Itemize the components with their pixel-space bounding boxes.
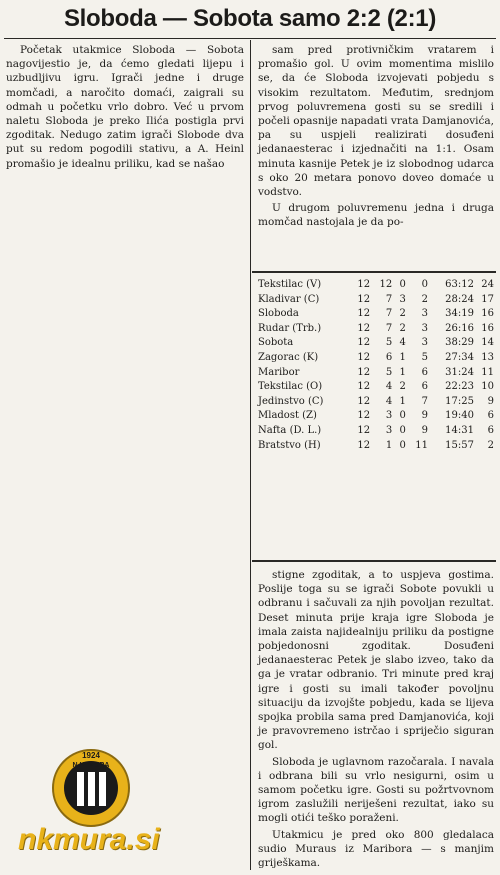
draws: 0 [399,424,406,436]
team-name: Sloboda [258,308,299,320]
losses: 3 [421,322,428,334]
wins: 6 [385,351,393,363]
games-played: 12 [357,424,371,436]
team-name: Zagorac (K) [258,351,319,363]
wins: 7 [385,293,393,305]
losses: 3 [421,308,428,320]
goal-ratio: 22:23 [445,381,474,393]
team-name: Nafta (D. L.) [258,424,322,436]
points: 10 [481,381,494,393]
draws: 0 [399,439,406,451]
games-played: 12 [357,395,371,407]
losses: 3 [421,337,428,349]
draws: 3 [399,293,406,305]
article-paragraph: Sloboda je uglavnom razočarala. I navala i odbrana bili su vrlo nesigurni, osim u samom početku igre. Gosti su požrtvovnom igrom zaslužili neriješeni rezultat, iako su mogli otići teško poraženi. [258,755,494,825]
goal-ratio: 38:29 [445,337,474,349]
logo-ring-text: N.K. MURA [72,762,110,769]
points: 17 [481,293,494,305]
goal-ratio: 15:57 [445,439,474,451]
draws: 4 [399,337,406,349]
losses: 9 [421,410,428,422]
losses: 6 [421,366,428,378]
wins: 3 [385,410,393,422]
draws: 0 [399,410,406,422]
points: 14 [481,337,494,349]
losses: 6 [421,381,428,393]
goal-ratio: 28:24 [445,293,474,305]
team-name: Maribor [258,366,300,378]
team-name: Rudar (Trb.) [258,322,322,334]
standings-row [258,439,494,454]
standings-row [258,351,494,366]
draws: 1 [399,351,406,363]
standings-row [258,307,494,322]
wins: 4 [385,395,393,407]
wins: 7 [385,308,393,320]
wins: 3 [385,424,393,436]
logo-year: 1924 [82,751,100,760]
site-watermark: nkmura.si [18,823,160,856]
table-bottom-rule [252,560,496,562]
headline: Sloboda — Sobota samo 2:2 (2:1) [63,5,437,32]
standings-row [258,366,494,381]
standings-table [258,278,494,453]
points: 24 [481,279,494,290]
goal-ratio: 34:19 [445,308,474,320]
wins: 5 [385,337,393,349]
right-column-bottom [258,568,494,870]
games-played: 12 [357,410,371,422]
points: 11 [481,366,494,378]
games-played: 12 [357,381,371,393]
draws: 0 [399,279,406,290]
losses: 5 [421,351,428,363]
wins: 4 [385,381,393,393]
headline-rule [4,38,496,39]
draws: 2 [399,322,406,334]
games-played: 12 [357,308,371,320]
draws: 2 [399,381,406,393]
club-logo [36,742,146,828]
losses: 2 [421,293,428,305]
standings-row [258,336,494,351]
standings-row [258,409,494,424]
standings-row [258,278,494,293]
team-name: Tekstilac (V) [258,279,322,290]
points: 6 [487,424,494,436]
draws: 2 [399,308,406,320]
standings-row [258,424,494,439]
wins: 7 [385,322,393,334]
standings-row [258,322,494,337]
team-name: Jedinstvo (C) [258,395,324,407]
games-played: 12 [357,279,371,290]
standings-row [258,293,494,308]
games-played: 12 [357,439,371,451]
standings-row [258,380,494,395]
left-column [6,43,244,171]
team-name: Mladost (Z) [258,410,317,422]
wins: 5 [385,366,393,378]
standings-row [258,395,494,410]
points: 2 [487,439,494,451]
article-paragraph: stigne zgoditak, a to uspjeva gostima. Poslije toga su se igrači Sobote povukli u odbranu i sačuvali za njih povoljan rezultat. Deset minuta prije kraja igre Sloboda je imala zaista najidealniju priliku da postigne pobjedonosni zgoditak. Dosuđeni jedanaesterac Petek je slabo izveo, tako da ga je vratar odbranio. Tri minute pred kraj igre i gosti su imali također povoljnu situaciju da izvojšte pobjedu, kada se lijeva spojka probila sama pred Damjanovića, koji je pravovremeno istrčao i spriječio siguran gol. [258,569,494,752]
team-name: Tekstilac (O) [258,381,323,393]
wins: 1 [385,439,393,451]
team-name: Sobota [258,337,294,349]
games-played: 12 [357,322,371,334]
draws: 1 [399,395,406,407]
team-name: Kladivar (C) [258,293,320,305]
goal-ratio: 27:34 [445,351,474,363]
goal-ratio: 17:25 [445,395,474,407]
article-paragraph: sam pred protivničkim vratarem i promašio gol. U ovim momentima mislilo se, da će Sloboda izvojevati pobjedu s visokim rezultatom. Međutim, srednjom prvog poluvremena gosti su se sredili i počeli opasnije napadati vrata Damjanovića, pa su uspjeli realizirati dosuđeni jedanaesterac i izjednačiti na 1:1. Osam minuta kasnije Petek je iz slobodnog udarca s oko 20 metara ponovo doveo domaće u vodstvo. [258,44,494,199]
games-played: 12 [357,293,371,305]
goal-ratio: 26:16 [445,322,474,334]
article-paragraph: U drugom poluvremenu jedna i druga momčad nastojala je da po- [258,202,494,229]
points: 16 [481,308,494,320]
games-played: 12 [357,351,371,363]
points: 6 [487,410,494,422]
goal-ratio: 19:40 [445,410,474,422]
games-played: 12 [357,337,371,349]
games-played: 12 [357,366,371,378]
column-divider [250,40,251,870]
article-paragraph: Početak utakmice Sloboda — Sobota nagovijestio je, da ćemo gledati lijepu i uzbudljivu igru. Igrači jedne i druge momčadi, a naročito domaći, zaigrali su odmah u početku vrlo dobro. Već u prvom naletu Sloboda je preko Ilića postigla prvi zgoditak. Nedugo zatim igrači Slobode dva put su redom pogodili stativu, a A. Heinl promašio je idealnu priliku, kad se našao [6,44,244,170]
goal-ratio: 14:31 [445,424,474,436]
losses: 9 [421,424,428,436]
points: 13 [481,351,494,363]
draws: 1 [399,366,406,378]
points: 9 [487,395,494,407]
article-paragraph: Utakmicu je pred oko 800 gledalaca sudio Muraus iz Maribora — s manjim griješkama. [258,828,494,870]
points: 16 [481,322,494,334]
right-column-top [258,43,494,230]
losses: 11 [415,439,428,451]
team-name: Bratstvo (H) [258,439,321,451]
wins: 12 [379,279,393,290]
goal-ratio: 31:24 [445,366,474,378]
table-top-rule [252,271,496,273]
losses: 7 [421,395,428,407]
losses: 0 [421,279,428,290]
goal-ratio: 63:12 [445,279,474,290]
